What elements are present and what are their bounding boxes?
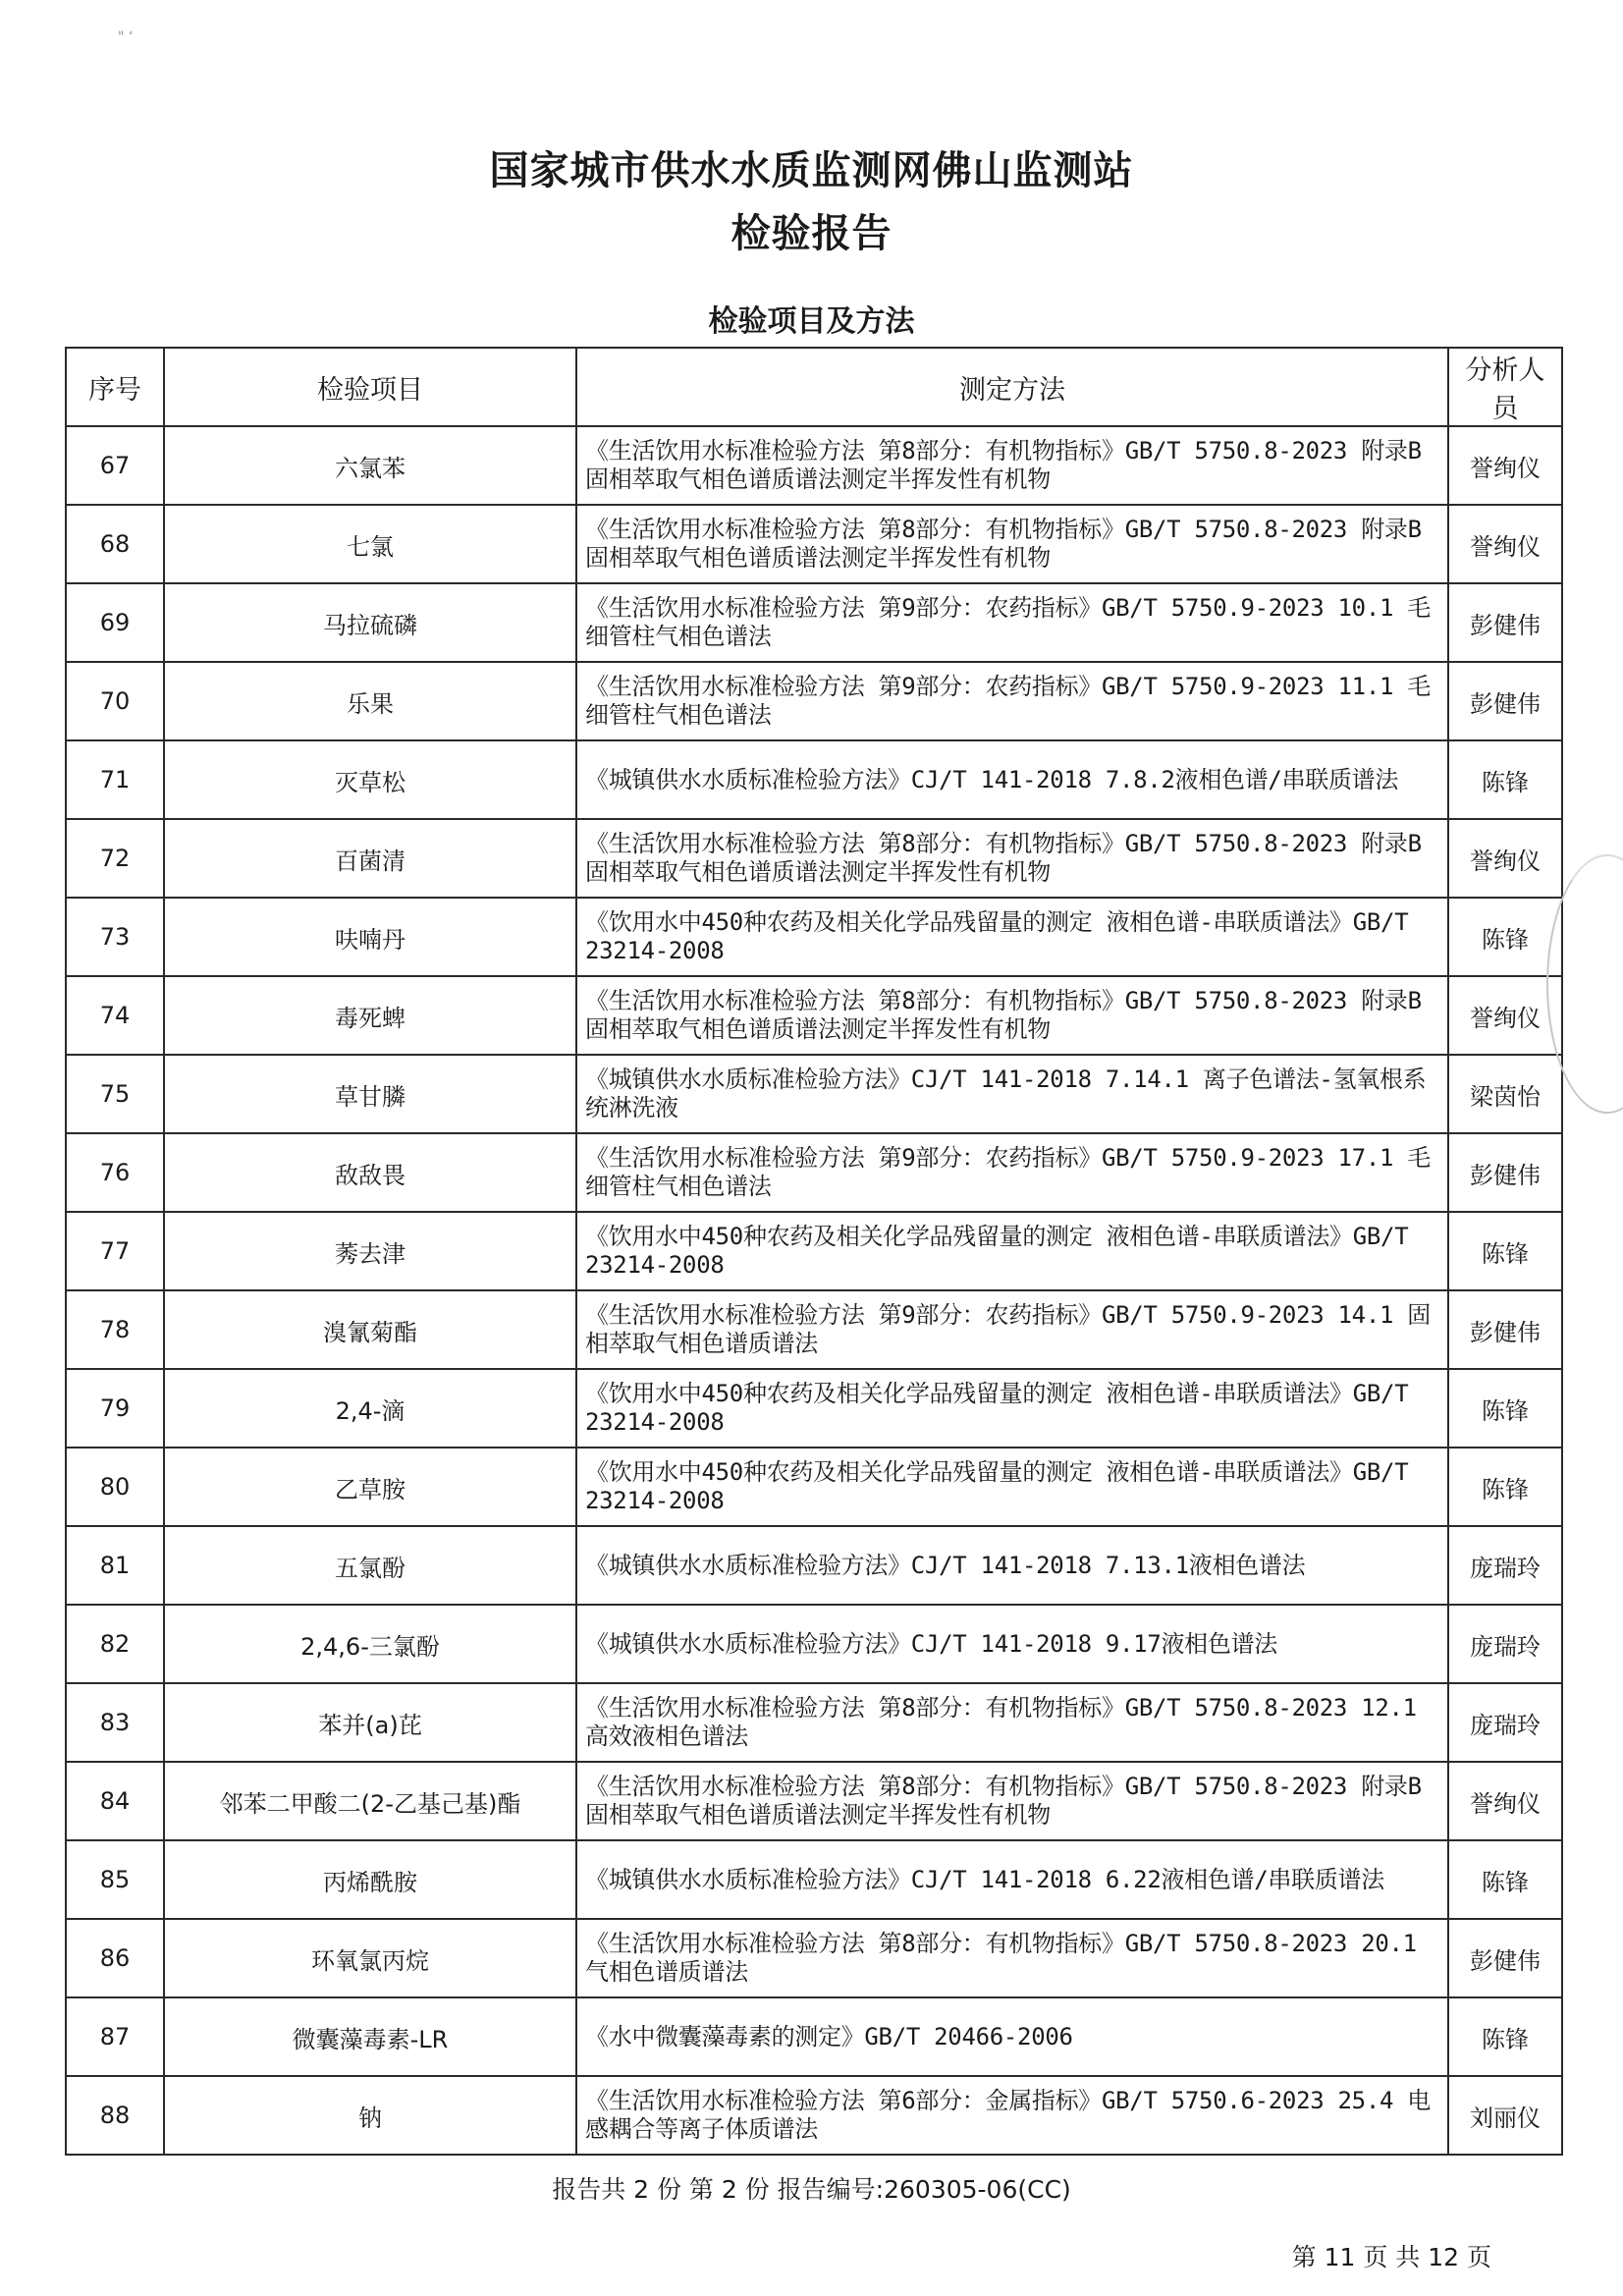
cell-analyst: 庞瑞玲 [1448,1605,1562,1683]
cell-no: 79 [66,1369,164,1448]
table-row [66,1605,1562,1683]
cell-method: 《生活饮用水标准检验方法 第8部分：有机物指标》GB/T 5750.8-2023 附录B 固相萃取气相色谱质谱法测定半挥发性有机物 [576,426,1448,505]
cell-item: 钠 [164,2076,576,2155]
cell-analyst: 庞瑞玲 [1448,1683,1562,1762]
cell-no: 73 [66,898,164,976]
cell-method: 《生活饮用水标准检验方法 第8部分：有机物指标》GB/T 5750.8-2023 12.1 高效液相色谱法 [576,1683,1448,1762]
cell-method: 《生活饮用水标准检验方法 第9部分：农药指标》GB/T 5750.9-2023 11.1 毛细管柱气相色谱法 [576,662,1448,740]
table-row [66,2076,1562,2155]
cell-item: 毒死蜱 [164,976,576,1055]
cell-no: 77 [66,1212,164,1290]
cell-method: 《城镇供水水质标准检验方法》CJ/T 141-2018 9.17液相色谱法 [576,1605,1448,1683]
cell-method: 《饮用水中450种农药及相关化学品残留量的测定 液相色谱-串联质谱法》GB/T 23214-2008 [576,1369,1448,1448]
cell-item: 五氯酚 [164,1526,576,1605]
cell-no: 76 [66,1133,164,1212]
cell-analyst: 陈锋 [1448,1212,1562,1290]
table-row [66,1212,1562,1290]
cell-no: 84 [66,1762,164,1840]
cell-analyst: 陈锋 [1448,1448,1562,1526]
cell-item: 环氧氯丙烷 [164,1919,576,1997]
cell-analyst: 誉绚仪 [1448,1762,1562,1840]
report-title: 检验报告 [730,211,893,256]
column-header-no: 序号 [66,348,164,426]
cell-no: 72 [66,819,164,898]
table-row [66,662,1562,740]
table-header-row [66,348,1562,426]
cell-item: 六氯苯 [164,426,576,505]
cell-analyst: 誉绚仪 [1448,426,1562,505]
cell-method: 《城镇供水水质标准检验方法》CJ/T 141-2018 6.22液相色谱/串联质谱法 [576,1840,1448,1919]
table-row [66,1290,1562,1369]
cell-method: 《生活饮用水标准检验方法 第9部分：农药指标》GB/T 5750.9-2023 10.1 毛细管柱气相色谱法 [576,583,1448,662]
cell-no: 88 [66,2076,164,2155]
cell-analyst: 庞瑞玲 [1448,1526,1562,1605]
cell-method: 《城镇供水水质标准检验方法》CJ/T 141-2018 7.13.1液相色谱法 [576,1526,1448,1605]
cell-method: 《生活饮用水标准检验方法 第6部分：金属指标》GB/T 5750.6-2023 25.4 电感耦合等离子体质谱法 [576,2076,1448,2155]
cell-method: 《城镇供水水质标准检验方法》CJ/T 141-2018 7.8.2液相色谱/串联质谱法 [576,740,1448,819]
cell-analyst: 陈锋 [1448,898,1562,976]
cell-method: 《生活饮用水标准检验方法 第8部分：有机物指标》GB/T 5750.8-2023 20.1 气相色谱质谱法 [576,1919,1448,1997]
cell-item: 邻苯二甲酸二(2-乙基己基)酯 [164,1762,576,1840]
cell-item: 呋喃丹 [164,898,576,976]
table-row [66,976,1562,1055]
cell-item: 溴氰菊酯 [164,1290,576,1369]
table-row [66,1526,1562,1605]
cell-no: 74 [66,976,164,1055]
cell-item: 微囊藻毒素-LR [164,1997,576,2076]
column-header-item: 检验项目 [164,348,576,426]
cell-item: 莠去津 [164,1212,576,1290]
cell-method: 《饮用水中450种农药及相关化学品残留量的测定 液相色谱-串联质谱法》GB/T 23214-2008 [576,1212,1448,1290]
cell-no: 70 [66,662,164,740]
cell-analyst: 彭健伟 [1448,1133,1562,1212]
cell-analyst: 彭健伟 [1448,583,1562,662]
cell-method: 《生活饮用水标准检验方法 第8部分：有机物指标》GB/T 5750.8-2023 附录B 固相萃取气相色谱质谱法测定半挥发性有机物 [576,1762,1448,1840]
column-header-method: 测定方法 [576,348,1448,426]
cell-no: 71 [66,740,164,819]
table-row [66,1840,1562,1919]
table-row [66,898,1562,976]
cell-method: 《生活饮用水标准检验方法 第8部分：有机物指标》GB/T 5750.8-2023 附录B 固相萃取气相色谱质谱法测定半挥发性有机物 [576,976,1448,1055]
cell-item: 百菌清 [164,819,576,898]
org-title: 国家城市供水水质监测网佛山监测站 [489,148,1134,193]
table-row [66,1369,1562,1448]
cell-item: 灭草松 [164,740,576,819]
cell-no: 81 [66,1526,164,1605]
cell-analyst: 梁茵怡 [1448,1055,1562,1133]
cell-item: 草甘膦 [164,1055,576,1133]
cell-method: 《饮用水中450种农药及相关化学品残留量的测定 液相色谱-串联质谱法》GB/T 23214-2008 [576,1448,1448,1526]
table-row [66,426,1562,505]
cell-no: 67 [66,426,164,505]
methods-table [65,347,1563,2156]
cell-analyst: 誉绚仪 [1448,976,1562,1055]
table-row [66,740,1562,819]
cell-item: 七氯 [164,505,576,583]
table-row [66,1997,1562,2076]
table-row [66,1133,1562,1212]
cell-no: 83 [66,1683,164,1762]
cell-analyst: 誉绚仪 [1448,819,1562,898]
footer-report-number: 报告共 2 份 第 2 份 报告编号:260305-06(CC) [552,2175,1071,2204]
cell-item: 丙烯酰胺 [164,1840,576,1919]
cell-no: 86 [66,1919,164,1997]
section-title: 检验项目及方法 [708,304,915,339]
cell-method: 《城镇供水水质标准检验方法》CJ/T 141-2018 7.14.1 离子色谱法-氢氧根系统淋洗液 [576,1055,1448,1133]
table-row [66,505,1562,583]
table-row [66,1448,1562,1526]
cell-item: 2,4,6-三氯酚 [164,1605,576,1683]
cell-method: 《生活饮用水标准检验方法 第9部分：农药指标》GB/T 5750.9-2023 14.1 固相萃取气相色谱质谱法 [576,1290,1448,1369]
scan-mark: " ‘ [118,29,134,45]
cell-analyst: 刘丽仪 [1448,2076,1562,2155]
column-header-analyst: 分析人员 [1448,348,1562,426]
cell-no: 87 [66,1997,164,2076]
table-row [66,1762,1562,1840]
cell-method: 《水中微囊藻毒素的测定》GB/T 20466-2006 [576,1997,1448,2076]
cell-no: 80 [66,1448,164,1526]
cell-analyst: 彭健伟 [1448,1290,1562,1369]
table-row [66,583,1562,662]
cell-analyst: 彭健伟 [1448,1919,1562,1997]
cell-analyst: 陈锋 [1448,1997,1562,2076]
cell-analyst: 誉绚仪 [1448,505,1562,583]
cell-analyst: 彭健伟 [1448,662,1562,740]
cell-analyst: 陈锋 [1448,740,1562,819]
table-row [66,1683,1562,1762]
cell-method: 《生活饮用水标准检验方法 第8部分：有机物指标》GB/T 5750.8-2023 附录B 固相萃取气相色谱质谱法测定半挥发性有机物 [576,819,1448,898]
table-row [66,819,1562,898]
cell-item: 2,4-滴 [164,1369,576,1448]
cell-item: 敌敌畏 [164,1133,576,1212]
cell-no: 82 [66,1605,164,1683]
cell-item: 乙草胺 [164,1448,576,1526]
cell-item: 马拉硫磷 [164,583,576,662]
cell-no: 68 [66,505,164,583]
footer-page-info: 第 11 页 共 12 页 [1291,2243,1491,2271]
cell-no: 78 [66,1290,164,1369]
cell-no: 69 [66,583,164,662]
cell-analyst: 陈锋 [1448,1840,1562,1919]
table-row [66,1919,1562,1997]
cell-method: 《生活饮用水标准检验方法 第8部分：有机物指标》GB/T 5750.8-2023 附录B 固相萃取气相色谱质谱法测定半挥发性有机物 [576,505,1448,583]
cell-method: 《饮用水中450种农药及相关化学品残留量的测定 液相色谱-串联质谱法》GB/T 23214-2008 [576,898,1448,976]
table-row [66,1055,1562,1133]
cell-no: 75 [66,1055,164,1133]
cell-no: 85 [66,1840,164,1919]
cell-item: 苯并(a)芘 [164,1683,576,1762]
cell-analyst: 陈锋 [1448,1369,1562,1448]
cell-method: 《生活饮用水标准检验方法 第9部分：农药指标》GB/T 5750.9-2023 17.1 毛细管柱气相色谱法 [576,1133,1448,1212]
cell-item: 乐果 [164,662,576,740]
